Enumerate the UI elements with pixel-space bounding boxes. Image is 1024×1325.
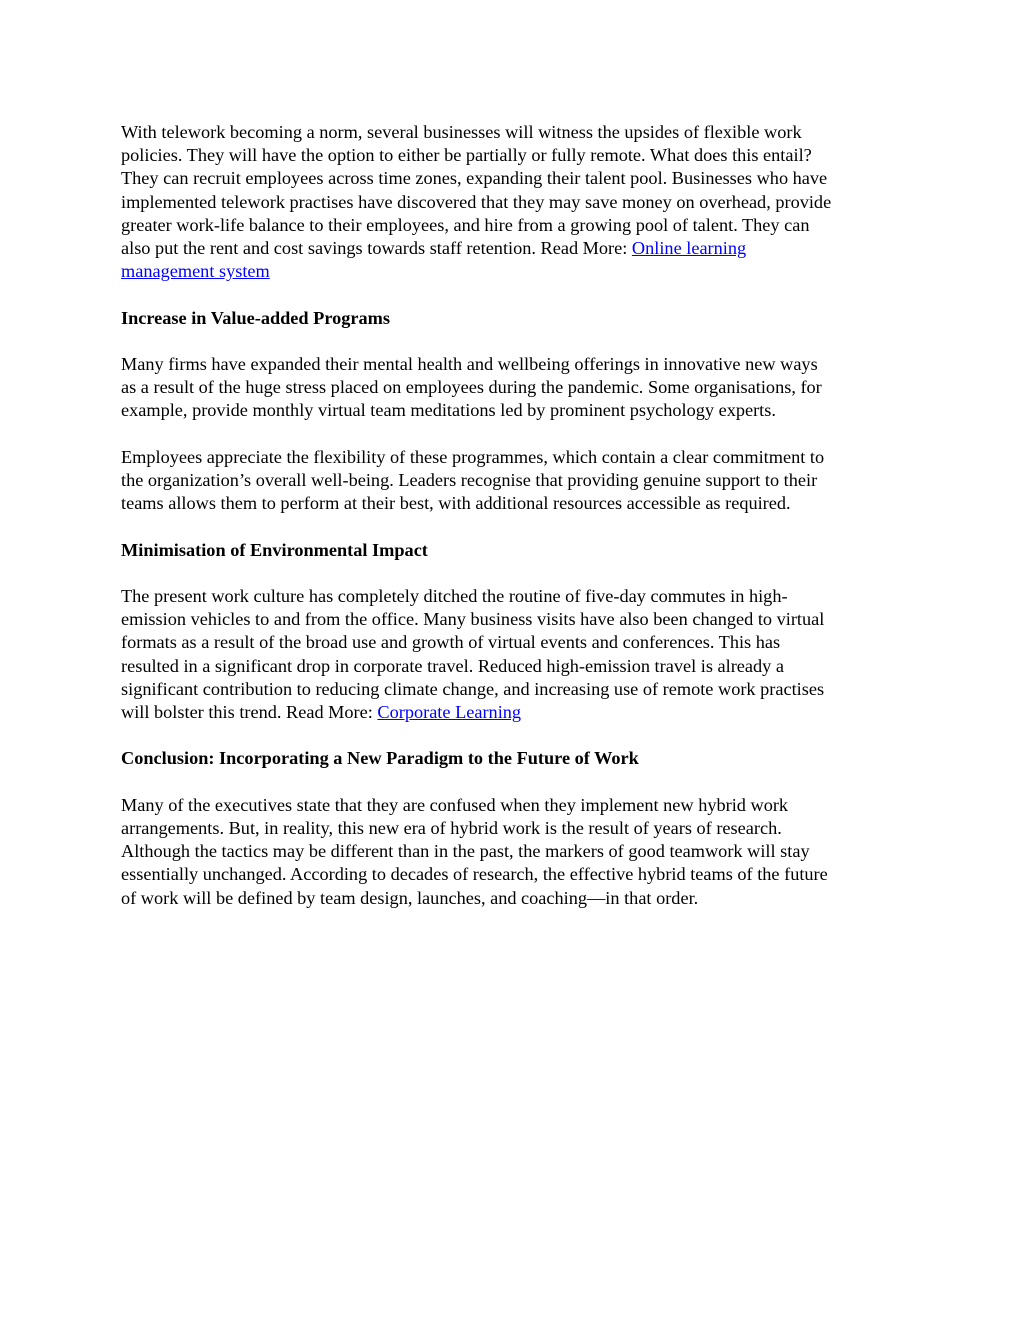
- link-text[interactable]: management system: [121, 261, 270, 282]
- link-text[interactable]: Online learning: [631, 238, 747, 259]
- flexibility-paragraph: [121, 446, 911, 516]
- document-page: [121, 121, 911, 933]
- text-line: also put the rent and cost savings towards staff retention. Read More:: [121, 238, 632, 259]
- text-line: Many firms have expanded their mental health and wellbeing offerings in innovative new ways: [121, 354, 818, 374]
- text-line: They can recruit employees across time zones, expanding their talent pool. Businesses who have: [121, 168, 828, 189]
- text-line: emission vehicles to and from the office. Many business visits have also been changed to virtual: [121, 609, 825, 630]
- text-line: greater work-life balance to their employees, and hire from a growing pool of talent. They can: [121, 214, 810, 235]
- text-line: Although the tactics may be different than in the past, the markers of good teamwork will stay: [121, 841, 810, 862]
- text-line: The present work culture has completely ditched the routine of five-day commutes in high-: [121, 585, 788, 606]
- corporate-learning-link[interactable]: Corporate Learning: [377, 702, 522, 722]
- intro-paragraph: [121, 121, 911, 283]
- text-line: as a result of the huge stress placed on employees during the pandemic. Some organisations, for: [121, 377, 822, 398]
- text-line: arrangements. But, in reality, this new era of hybrid work is the result of years of research.: [121, 817, 782, 838]
- section-heading-environment: Minimisation of Environmental Impact: [121, 539, 428, 560]
- text-line: of work will be defined by team design, launches, and coaching—in that order.: [121, 887, 699, 908]
- text-line: With telework becoming a norm, several businesses will witness the upsides of flexible work: [121, 122, 802, 142]
- text-line: teams allows them to perform at their best, with additional resources accessible as required.: [121, 493, 791, 514]
- text-line: Many of the executives state that they are confused when they implement new hybrid work: [121, 794, 789, 815]
- text-line: significant contribution to reducing climate change, and increasing use of remote work practises: [121, 678, 825, 699]
- text-line: Employees appreciate the flexibility of these programmes, which contain a clear commitment to: [121, 446, 825, 467]
- text-line: will bolster this trend. Read More:: [121, 702, 378, 722]
- environment-paragraph: [121, 585, 911, 724]
- text-line: resulted in a significant drop in corporate travel. Reduced high-emission travel is already a: [121, 655, 784, 676]
- text-line: the organization’s overall well-being. Leaders recognise that providing genuine support to their: [121, 470, 818, 490]
- conclusion-paragraph: [121, 794, 911, 910]
- text-line: policies. They will have the option to either be partially or fully remote. What does this entail?: [121, 145, 812, 166]
- text-line: formats as a result of the broad use and growth of virtual events and conferences. This has: [121, 632, 781, 653]
- text-line: example, provide monthly virtual team meditations led by prominent psychology experts.: [121, 400, 776, 421]
- section-heading-value-added: Increase in Value-added Programs: [121, 307, 390, 328]
- text-line: essentially unchanged. According to decades of research, the effective hybrid teams of the future: [121, 864, 828, 885]
- wellbeing-paragraph: [121, 353, 911, 423]
- section-heading-conclusion: Conclusion: Incorporating a New Paradigm to the Future of Work: [121, 748, 639, 769]
- text-line: implemented telework practises have discovered that they may save money on overhead, provide: [121, 191, 832, 212]
